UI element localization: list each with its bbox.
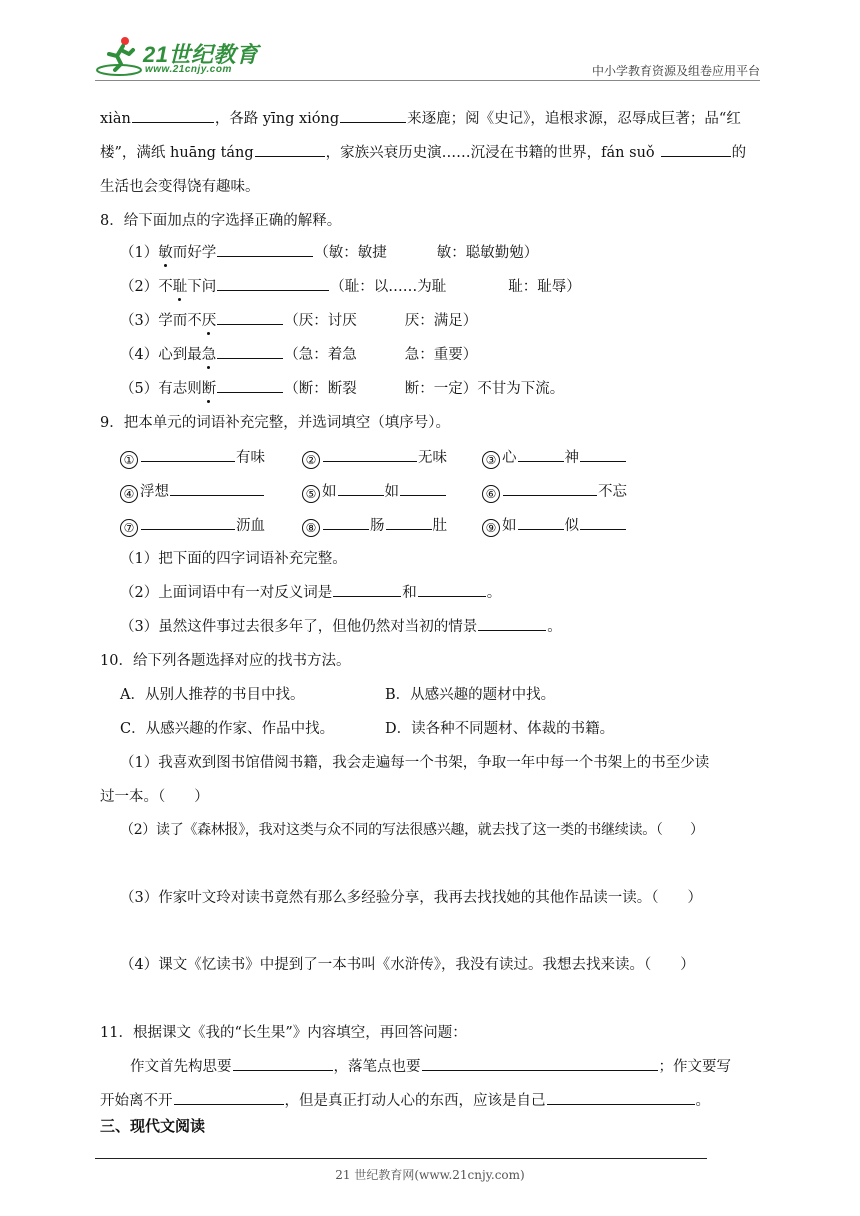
dotted-char: 厌 xyxy=(202,309,217,330)
q9-title: 9．把本单元的词语补充完整，并选词填空（填序号）。 xyxy=(100,415,450,431)
text: 的 xyxy=(731,145,747,161)
answer-blank[interactable] xyxy=(323,447,417,462)
page-header xyxy=(95,34,760,80)
text: 有味 xyxy=(236,450,265,466)
text: 。 xyxy=(486,585,502,601)
q10-item-2: （2）读了《森林报》，我对这类与众不同的写法很感兴趣，就去找了这一类的书继续读。（ ） xyxy=(120,822,704,838)
text: 不忘 xyxy=(598,484,627,500)
text: 如 xyxy=(502,518,517,534)
text: xiàn xyxy=(100,111,131,127)
q10-item-4: （4）课文《忆读书》中提到了一本书叫《水浒传》，我没有读过。我想去找来读。（ ） xyxy=(120,957,695,973)
q10-option-b: B．从感兴趣的题材中找。 xyxy=(385,687,556,703)
option: 厌：满足） xyxy=(404,313,478,329)
text: （1） xyxy=(120,245,159,261)
number-circle: ③ xyxy=(482,451,500,469)
q9-sub-2 xyxy=(120,581,501,602)
brand-name: 21世纪教育 xyxy=(143,42,259,67)
option: （耻：以……为耻 xyxy=(330,279,447,295)
q10-title: 10．给下列各题选择对应的找书方法。 xyxy=(100,653,351,669)
q9-word-9 xyxy=(482,514,627,537)
text: 。 xyxy=(547,619,562,635)
number-circle: ② xyxy=(302,451,320,469)
number-circle: ⑥ xyxy=(482,485,500,503)
q9-word-4 xyxy=(120,480,265,503)
q10-item-1a: （1）我喜欢到图书馆借阅书籍，我会走遍每一个书架，争取一年中每一个书架上的书至少读 xyxy=(120,755,710,771)
text: ；作文要写 xyxy=(658,1059,731,1075)
q9-word-6 xyxy=(482,480,627,503)
q10-item-1b: 过一本。（ ） xyxy=(100,789,209,805)
option: （急：着急 xyxy=(284,347,357,363)
number-circle: ① xyxy=(120,451,138,469)
text: ，各路 yīng xióng xyxy=(214,111,340,127)
answer-blank[interactable] xyxy=(217,276,329,291)
answer-blank[interactable] xyxy=(141,515,235,530)
number-circle: ⑧ xyxy=(302,519,320,537)
answer-blank[interactable] xyxy=(478,616,546,631)
text: （5）有志则 xyxy=(120,381,202,397)
text: 沥血 xyxy=(236,518,265,534)
answer-blank[interactable] xyxy=(422,1056,658,1071)
text: ，落笔点也要 xyxy=(333,1059,421,1075)
dotted-char: 敏 xyxy=(158,241,173,262)
answer-blank[interactable] xyxy=(580,447,626,462)
text: （4）心到最 xyxy=(120,347,202,363)
q8-item-3 xyxy=(120,309,477,330)
q10-item-3: （3）作家叶文玲对读书竟然有那么多经验分享，我再去找找她的其他作品读一读。（ ） xyxy=(120,890,702,906)
q9-word-3 xyxy=(482,446,627,469)
text: 楼”，满纸 huāng táng xyxy=(100,145,254,161)
text: 无味 xyxy=(418,450,447,466)
text: 而好学 xyxy=(172,245,217,261)
text: 神 xyxy=(564,450,579,466)
text: （2）不 xyxy=(120,279,173,295)
q9-word-2 xyxy=(302,446,447,469)
text: 如 xyxy=(322,484,337,500)
text: 开始离不开 xyxy=(100,1093,173,1109)
answer-blank[interactable] xyxy=(400,481,446,496)
text: 和 xyxy=(402,585,417,601)
platform-label: 中小学教育资源及组卷应用平台 xyxy=(591,64,760,78)
text: 浮想 xyxy=(140,484,169,500)
q8-title: 8．给下面加点的字选择正确的解释。 xyxy=(100,213,342,229)
answer-blank[interactable] xyxy=(217,344,283,359)
answer-blank[interactable] xyxy=(580,515,626,530)
answer-blank[interactable] xyxy=(217,310,283,325)
option: （厌：讨厌 xyxy=(284,313,357,329)
answer-blank[interactable] xyxy=(255,142,325,157)
q9-sub-3 xyxy=(120,615,562,636)
dotted-char: 耻 xyxy=(173,275,188,296)
intro-line-1 xyxy=(100,107,741,128)
q10-option-a: A．从别人推荐的书目中找。 xyxy=(120,687,305,703)
q9-word-8 xyxy=(302,514,447,537)
option: 断：一定）不甘为下流。 xyxy=(404,381,565,397)
answer-blank[interactable] xyxy=(333,582,401,597)
text: ，家族兴衰历史演……沉浸在书籍的世界，fán suǒ xyxy=(325,145,655,161)
option: （断：断裂 xyxy=(284,381,357,397)
option: 急：重要） xyxy=(404,347,478,363)
answer-blank[interactable] xyxy=(418,582,486,597)
answer-blank[interactable] xyxy=(174,1090,284,1105)
number-circle: ⑦ xyxy=(120,519,138,537)
number-circle: ⑨ xyxy=(482,519,500,537)
runner-logo-icon xyxy=(95,34,143,78)
text: （3）虽然这件事过去很多年了，但他仍然对当初的情景 xyxy=(120,619,478,635)
q10-option-c: C．从感兴趣的作家、作品中找。 xyxy=(120,721,335,737)
q10-option-d: D．读各种不同题材、体裁的书籍。 xyxy=(385,721,615,737)
section-3-heading: 三、现代文阅读 xyxy=(100,1117,206,1135)
text: 下问 xyxy=(187,279,217,295)
answer-blank[interactable] xyxy=(233,1056,333,1071)
option: 耻：耻辱） xyxy=(508,279,581,295)
text: 心 xyxy=(502,450,517,466)
option: 敏：聪敏勤勉） xyxy=(436,245,539,261)
q9-word-1 xyxy=(120,446,265,469)
dotted-char: 断 xyxy=(202,377,217,398)
answer-blank[interactable] xyxy=(518,515,564,530)
text: 作文首先构思要 xyxy=(130,1059,232,1075)
answer-blank[interactable] xyxy=(141,447,235,462)
text: 来逐鹿；阅《史记》，追根求源，忍辱成巨著；品“红 xyxy=(407,111,741,127)
answer-blank[interactable] xyxy=(217,378,283,393)
brand-url: www.21cnjy.com xyxy=(145,64,232,75)
text: ，但是真正打动人心的东西，应该是自己 xyxy=(284,1093,546,1109)
text: 如 xyxy=(384,484,399,500)
text: 肠 xyxy=(370,518,385,534)
number-circle: ⑤ xyxy=(302,485,320,503)
q8-item-4 xyxy=(120,343,477,364)
text: （3）学而不 xyxy=(120,313,202,329)
site-logo xyxy=(95,34,265,78)
text: （2）上面词语中有一对反义词是 xyxy=(120,585,333,601)
text: 。 xyxy=(695,1093,710,1109)
answer-blank[interactable] xyxy=(547,1090,695,1105)
number-circle: ④ xyxy=(120,485,138,503)
answer-blank[interactable] xyxy=(340,108,406,123)
option: （敏：敏捷 xyxy=(314,245,387,261)
answer-blank[interactable] xyxy=(170,481,264,496)
answer-blank[interactable] xyxy=(503,481,597,496)
answer-blank[interactable] xyxy=(217,242,313,257)
q11-line-1 xyxy=(130,1055,731,1076)
answer-blank[interactable] xyxy=(338,481,384,496)
answer-blank[interactable] xyxy=(661,142,731,157)
intro-line-3: 生活也会变得饶有趣味。 xyxy=(100,179,260,195)
answer-blank[interactable] xyxy=(323,515,369,530)
dotted-char: 急 xyxy=(202,343,217,364)
intro-line-2 xyxy=(100,141,746,162)
q9-sub-1: （1）把下面的四字词语补充完整。 xyxy=(120,551,347,567)
page-footer: 21 世纪教育网(www.21cnjy.com) xyxy=(335,1168,525,1182)
answer-blank[interactable] xyxy=(386,515,432,530)
q11-title: 11．根据课文《我的“长生果”》内容填空，再回答问题： xyxy=(100,1025,467,1041)
q8-item-2 xyxy=(120,275,581,296)
answer-blank[interactable] xyxy=(518,447,564,462)
text: 肚 xyxy=(432,518,447,534)
q11-line-2 xyxy=(100,1089,710,1110)
q9-word-5 xyxy=(302,480,447,503)
text: 似 xyxy=(564,518,579,534)
header-rule xyxy=(95,80,760,81)
q8-item-1 xyxy=(120,241,538,262)
answer-blank[interactable] xyxy=(132,108,214,123)
footer-rule xyxy=(95,1158,707,1159)
q8-item-5 xyxy=(120,377,564,398)
q9-word-7 xyxy=(120,514,265,537)
